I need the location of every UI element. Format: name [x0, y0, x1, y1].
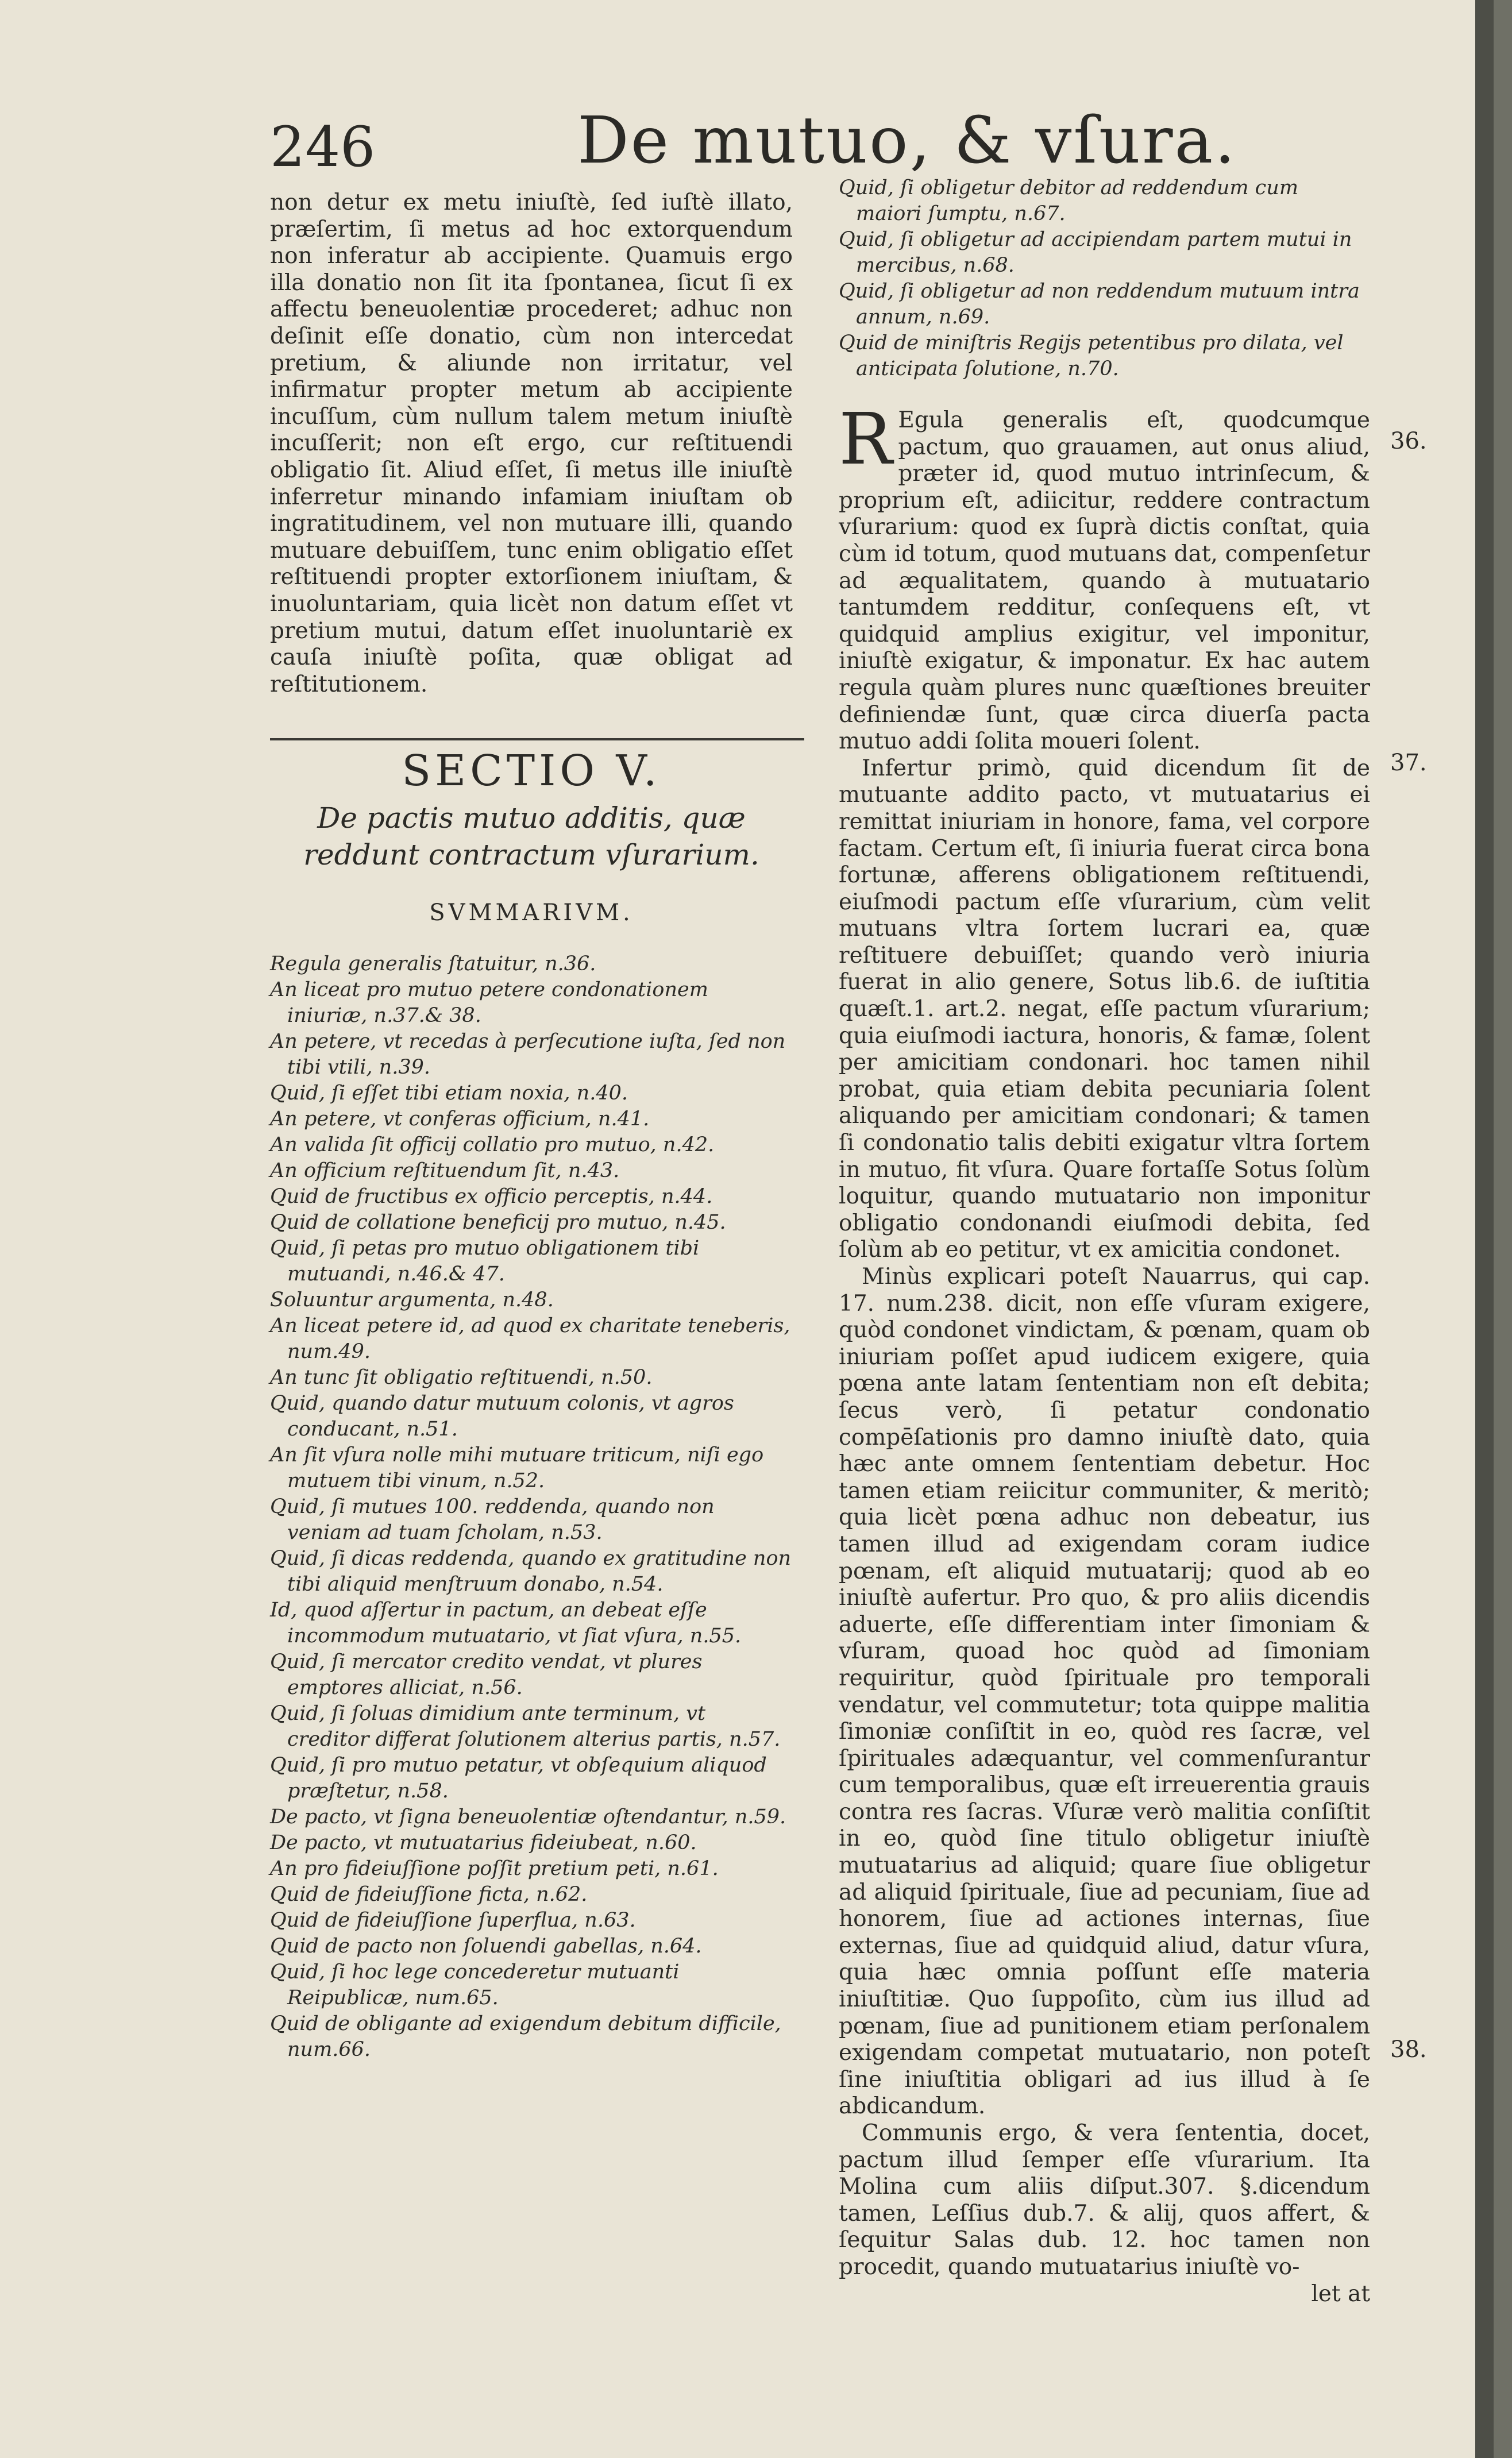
summary-entry: Quid, ſi eſſet tibi etiam noxia, n.40. — [270, 1082, 628, 1105]
summary-entry: Quid, ſi pro mutuo petatur, vt obſequium aliquod præſtetur, n.58. — [270, 1754, 767, 1803]
summary-entry: Quid, ſi mercator credito vendat, vt plures emptores alliciat, n.56. — [270, 1650, 703, 1700]
paragraph: R Egula generalis eſt, quodcumque pactum, quo grauamen, aut onus aliud, præter id, quod mutuo intrinſecum, & proprium eſt, adiicitur, reddere contractum vſurarium: quod ex ſuprà dictis conſtat, quia cùm id totum, quod mutuans dat, compenſetur ad æqualitatem, quando à mutuatario tantumdem redditur, conſequens eſt, vt quidquid amplius exigitur, vel imponitur, iniuſtè exigatur, & imponatur. Ex hac autem regula quàm plures nunc quæſtiones breuiter definiendæ ſunt, quæ circa diuerſa pacta mutuo addi ſolita moueri ſolent. — [839, 398, 1370, 755]
summary-entry: Regula generalis ſtatuitur, n.36. — [270, 952, 596, 976]
section-subtitle: De pactis mutuo additis, quæ reddunt contractum vſurarium. — [303, 801, 759, 871]
running-head: De mutuo, & vſura. — [577, 103, 1237, 178]
summary-entry: Quid de fideiuſſione ſuperflua, n.63. — [270, 1909, 636, 1932]
summary-entry: Quid, ſi obligetur ad accipiendam partem mutui in mercibus, n.68. — [839, 228, 1352, 277]
summary-entry: Quid de fideiuſſione ficta, n.62. — [270, 1883, 588, 1907]
summary-entry: Quid de obligante ad exigendum debitum difficile, num.66. — [270, 2012, 781, 2062]
summary-entry: Quid de collatione beneficij pro mutuo, n.45. — [270, 1211, 726, 1234]
summary-entry: Quid, ſi mutues 100. reddenda, quando non veniam ad tuam ſcholam, n.53. — [270, 1495, 715, 1545]
summary-entry: De pacto, vt ſigna beneuolentiæ oſtendantur, n.59. — [270, 1805, 786, 1829]
summary-entry: Quid, ſi obligetur ad non reddendum mutuum intra annum, n.69. — [839, 280, 1360, 329]
summary-entry: Quid, ſi obligetur debitor ad reddendum cum maiori ſumptu, n.67. — [839, 176, 1299, 225]
margin-number: 38. — [1390, 2036, 1427, 2063]
summary-entry: An liceat pro mutuo petere condonationem iniuriæ, n.37.& 38. — [270, 978, 708, 1028]
summary-entry: An ſit vſura nolle mihi mutuare triticum, niſi ego mutuem tibi vinum, n.52. — [270, 1444, 764, 1493]
margin-number: 36. — [1390, 428, 1427, 454]
summary-entry: An petere, vt recedas à perſecutione iuſta, ſed non tibi vtili, n.39. — [270, 1030, 786, 1079]
summary-entry: An petere, vt conferas officium, n.41. — [270, 1108, 650, 1131]
summary-entry: Quid, quando datur mutuum colonis, vt agros conducant, n.51. — [270, 1392, 734, 1441]
paragraph: Minùs explicari poteſt Nauarrus, qui cap. 17. num.238. dicit, non eſſe vſuram exigere, quòd condonet vindictam, & pœnam, quam ob iniuriam poſſet apud iudicem exigere, quia pœna ante latam ſententiam non eſt debita; ſecus verò, ſi petatur condonatio compēſationis pro damno iniuſtè dato, quia hæc ante omnem ſententiam debetur. Hoc tamen etiam reiicitur communiter, & meritò; quia licèt pœna adhuc non debeatur, ius tamen illud ad exigendam coram iudice pœnam, eſt aliquid mutuatarij; quod ab eo iniuſtè aufertur. Pro quo, & pro aliis dicendis aduerte, eſſe differentiam inter ſimoniam & vſuram, quoad hoc quòd ad ſimoniam requiritur, quòd ſpirituale pro temporali vendatur, vel commutetur; tota quippe malitia ſimoniæ conſiſtit in eo, quòd res ſacræ, vel ſpirituales adæquantur, vel commenſurantur cum temporalibus, quæ eſt irreuerentia grauis contra res ſacras. Vſuræ verò malitia conſiſtit in eo, quòd ſine titulo obligetur iniuſtè mutuatarius ad aliquid; quare ſiue obligetur ad aliquid ſpirituale, ſiue ad pecuniam, ſiue ad honorem, ſiue ad actiones internas, ſiue externas, ſiue ad quidquid aliud, datur vſura, quia hæc omnia poſſunt eſſe materia iniuſtitiæ. Quo ſuppoſito, cùm ius illud ad pœnam, ſiue ad punitionem etiam perſonalem exigendam competat mutuatario, non poteſt ſine iniuſtitia obligari ad ius illud à ſe abdicandum. — [839, 1264, 1370, 2120]
margin-number: 37. — [1390, 750, 1427, 776]
page-number: 246 — [270, 115, 376, 179]
left-column — [270, 190, 793, 2063]
summary-entry: An tunc ſit obligatio reſtituendi, n.50. — [270, 1366, 653, 1390]
summary-entry: Id, quod aſſertur in pactum, an debeat eſſe incommodum mutuatario, vt ſiat vſura, n.55. — [270, 1599, 742, 1648]
summary-entry: An liceat petere id, ad quod ex charitate teneberis, num.49. — [270, 1314, 790, 1364]
summary-heading: SVMMARIVM. — [429, 899, 634, 926]
summary-entry: Quid, ſi petas pro mutuo obligationem tibi mutuandi, n.46.& 47. — [270, 1237, 700, 1286]
summary-entry: Quid de miniſtris Regijs petentibus pro dilata, vel anticipata ſolutione, n.70. — [839, 331, 1344, 380]
summary-entry: Quid de fructibus ex officio perceptis, n.44. — [270, 1185, 713, 1209]
summary-entry: Quid, ſi ſoluas dimidium ante terminum, vt creditor differat ſolutionem alterius partis, n.57. — [270, 1702, 781, 1751]
summary-entry: An officium reſtituendum ſit, n.43. — [270, 1159, 620, 1183]
right-column — [839, 175, 1370, 2307]
paragraph: non detur ex metu iniuſtè, ſed iuſtè illato, præſertim, ſi metus ad hoc extorquendum non inferatur ab accipiente. Quamuis ergo illa donatio non ſit ita ſpontanea, ſicut ſi ex affectu beneuolentiæ procederet; adhuc non deſinit eſſe donatio, cùm non intercedat pretium, & aliunde non irritatur, vel infirmatur propter metum ab accipiente incuſſum, cùm nullum talem metum iniuſtè incuſſerit; non eſt ergo, cur reſtituendi obligatio ſit. Aliud eſſet, ſi metus ille iniuſtè inferretur minando infamiam iniuſtam ob ingratitudinem, vel non mutuare illi, quando mutuare debuiſſem, tunc enim obligatio eſſet reſtituendi propter extorſionem iniuſtam, & inuoluntariam, quia licèt non datum eſſet vt pretium mutui, datum eſſet inuoluntariè ex cauſa iniuſtè poſita, quæ obligat ad reſtitutionem. — [270, 190, 793, 697]
summary-entry: Quid de pacto non ſoluendi gabellas, n.64. — [270, 1935, 702, 1958]
summary-list-continued — [839, 175, 1370, 382]
summary-entry: Quid, ſi hoc lege concederetur mutuanti Reipublicæ, num.65. — [270, 1961, 680, 2010]
paragraph: Communis ergo, & vera ſententia, docet, pactum illud ſemper eſſe vſurarium. Ita Molina cum aliis diſput.307. §.dicendum tamen, Leſſius dub.7. & alij, quos affert, & ſequitur Salas dub. 12. hoc tamen non procedit, quando mutuatarius iniuſtè vo- — [839, 2120, 1370, 2280]
drop-cap: R — [839, 398, 893, 481]
section-divider — [270, 738, 804, 740]
summary-entry: An pro fideiuſſione poſſit pretium peti, n.61. — [270, 1857, 719, 1881]
section-heading: SECTIO V. — [402, 746, 661, 796]
paragraph: Infertur primò, quid dicendum ſit de mutuante addito pacto, vt mutuatarius ei remittat iniuriam in honore, fama, vel corpore factam. Certum eſt, ſi iniuria fuerat circa bona fortunæ, afferens obligationem reſtituendi, eiuſmodi pactum eſſe vſurarium, cùm velit mutuans vltra ſortem lucrari ea, quæ reſtituere debuiſſet; quando verò iniuria fuerat in alio genere, Sotus lib.6. de iuſtitia quæſt.1. art.2. negat, eſſe pactum vſurarium; quia eiuſmodi iactura, honoris, & famæ, ſolent per amicitiam condonari. hoc tamen nihil probat, quia etiam debita pecuniaria ſolent aliquando per amicitiam condonari; & tamen ſi condonatio talis debiti exigatur vltra ſortem in mutuo, fit vſura. Quare fortaſſe Sotus ſolùm loquitur, quando mutuatario non imponitur obligatio condonandi eiuſmodi debita, ſed ſolùm ab eo petitur, vt ex amicitia condonet. — [839, 755, 1370, 1263]
summary-entry: Soluuntur argumenta, n.48. — [270, 1288, 554, 1312]
summary-list — [270, 951, 793, 2063]
summary-entry: An valida ſit officij collatio pro mutuo, n.42. — [270, 1133, 715, 1157]
summary-entry: Quid, ſi dicas reddenda, quando ex gratitudine non tibi aliquid menſtruum donabo, n.54. — [270, 1547, 792, 1596]
binding-edge — [1475, 0, 1494, 2458]
catchword: let at — [1311, 2281, 1370, 2307]
summary-entry: De pacto, vt mutuatarius fideiubeat, n.60. — [270, 1831, 697, 1855]
